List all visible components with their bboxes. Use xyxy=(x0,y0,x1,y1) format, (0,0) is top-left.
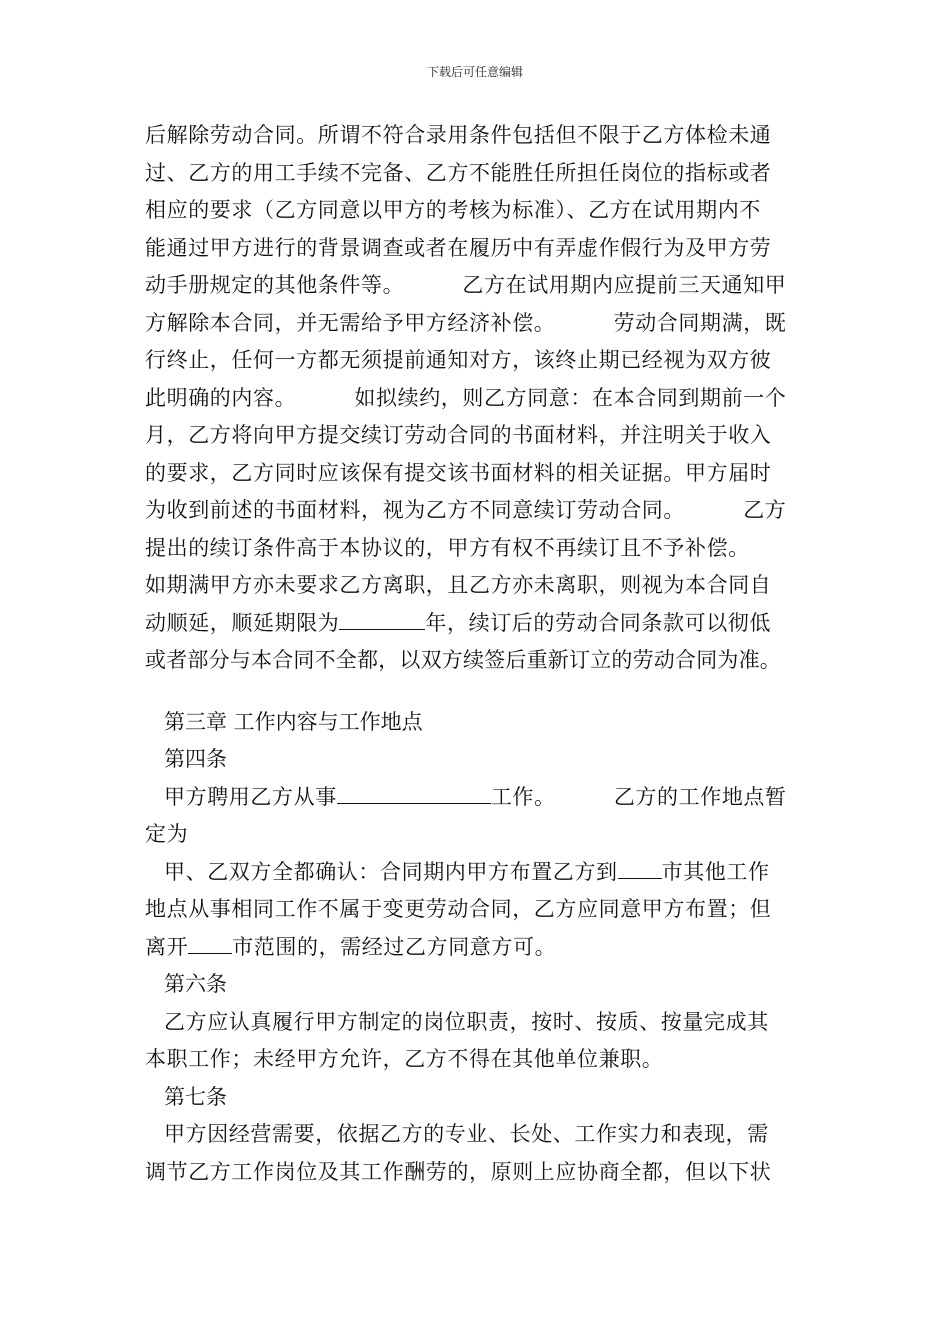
paragraph-article-6 xyxy=(145,1004,810,1079)
text-line: 后解除劳动合同。所谓不符合录用条件包括但不限于乙方体检未通 xyxy=(145,123,772,147)
text-fragment: 市其他工作 xyxy=(661,859,770,884)
chapter-title: 第三章 工作内容与工作地点 xyxy=(164,709,423,734)
article-4-title: 第四条 xyxy=(164,747,227,771)
text-fragment: 离开 xyxy=(145,934,189,959)
text-line xyxy=(145,929,810,967)
text-fragment: 甲、乙双方全都确认：合同期内甲方布置乙方到 xyxy=(164,859,618,884)
document-body xyxy=(145,117,810,1191)
text-line xyxy=(145,605,810,643)
text-fragment: 年，续订后的劳动合同条款可以彻低 xyxy=(425,610,772,635)
text-line: 甲方因经营需要，依据乙方的专业、长处、工作实力和表现，需 xyxy=(164,1122,769,1146)
article-7-title: 第七条 xyxy=(164,1084,227,1109)
text-line: 行终止，任何一方都无须提前通知对方，该终止期已经视为双方彼 xyxy=(145,348,772,372)
text-line: 提出的续订条件高于本协议的，甲方有权不再续订且不予补偿。 xyxy=(145,535,750,560)
blank-city-field[interactable] xyxy=(618,859,662,879)
text-line: 乙方应认真履行甲方制定的岗位职责，按时、按质、按量完成其 xyxy=(164,1009,769,1034)
paragraph-article-5 xyxy=(145,854,810,967)
text-line: 为收到前述的书面材料，视为乙方不同意续订劳动合同。 乙方 xyxy=(145,498,787,522)
text-line: 地点从事相同工作不属于变更劳动合同，乙方应同意甲方布置；但 xyxy=(145,897,772,921)
paragraph-article-7 xyxy=(145,1116,810,1191)
text-line: 或者部分与本合同不全都，以双方续签后重新订立的劳动合同为准。 xyxy=(145,648,781,672)
text-line: 相应的要求（乙方同意以甲方的考核为标准）、乙方在试用期内不 xyxy=(145,198,761,222)
page-header: 下载后可任意编辑 xyxy=(426,65,523,79)
article-6-title: 第六条 xyxy=(164,972,227,996)
text-line: 的要求，乙方同时应该保有提交该书面材料的相关证据。甲方届时 xyxy=(145,460,772,485)
section-spacer xyxy=(145,680,810,704)
text-line: 调节乙方工作岗位及其工作酬劳的，原则上应协商全都，但以下状 xyxy=(145,1159,772,1184)
text-fragment: 工作。 乙方的工作地点暂 xyxy=(490,784,787,809)
text-line: 方解除本合同，并无需给予甲方经济补偿。 劳动合同期满，既 xyxy=(145,310,787,335)
text-line: 此明确的内容。 如拟续约，则乙方同意：在本合同到期前一个 xyxy=(145,385,787,410)
text-line: 本职工作；未经甲方允许，乙方不得在其他单位兼职。 xyxy=(145,1047,664,1071)
paragraph-contract-termination xyxy=(145,117,810,680)
text-line: 能通过甲方进行的背景调查或者在履历中有弄虚作假行为及甲方劳 xyxy=(145,235,772,260)
text-fragment: 市范围的，需经过乙方同意方可。 xyxy=(232,934,557,959)
text-line xyxy=(145,854,810,892)
text-line: 过、乙方的用工手续不完备、乙方不能胜任所担任岗位的指标或者 xyxy=(145,160,772,185)
text-line: 月，乙方将向甲方提交续订劳动合同的书面材料，并注明关于收入 xyxy=(145,423,772,447)
blank-city-field[interactable] xyxy=(188,934,232,954)
paragraph-article-4 xyxy=(145,779,810,854)
text-line xyxy=(145,779,810,817)
text-fragment: 动顺延，顺延期限为 xyxy=(145,610,340,635)
text-line: 如期满甲方亦未要求乙方离职，且乙方亦未离职，则视为本合同自 xyxy=(145,573,772,597)
text-line: 动手册规定的其他条件等。 乙方在试用期内应提前三天通知甲 xyxy=(145,273,787,297)
text-line: 定为 xyxy=(145,822,189,846)
blank-years-field[interactable] xyxy=(339,610,425,630)
text-fragment: 甲方聘用乙方从事 xyxy=(164,784,337,809)
blank-job-field[interactable] xyxy=(337,784,491,804)
